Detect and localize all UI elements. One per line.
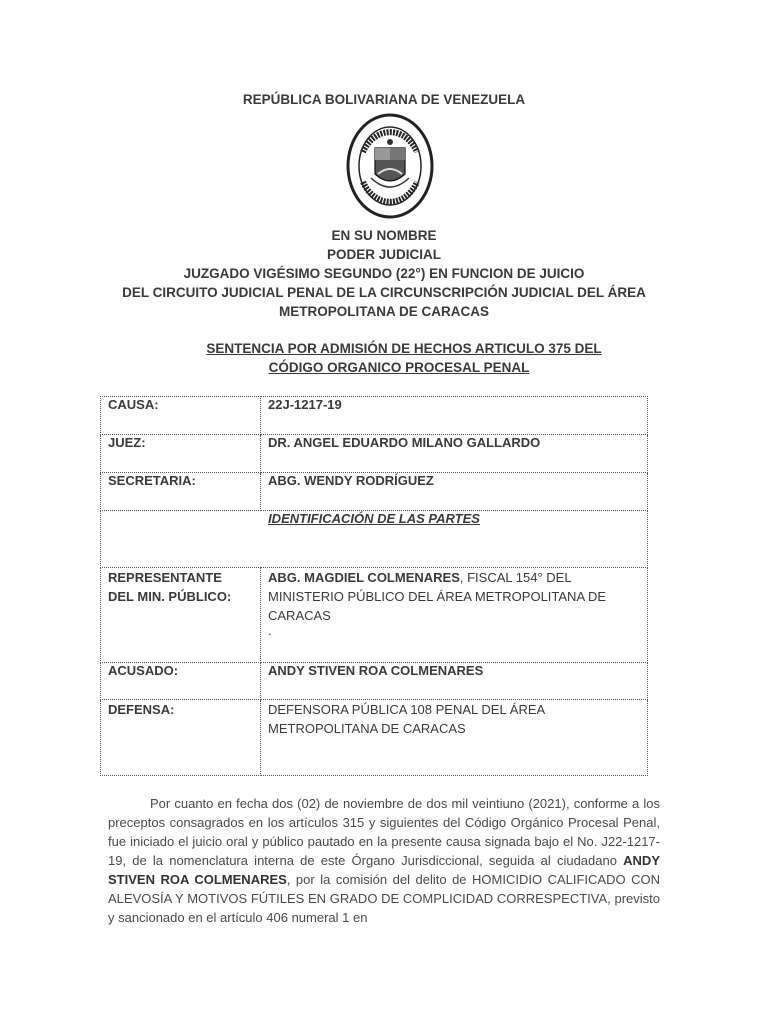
heading-line: EN SU NOMBRE (331, 228, 437, 243)
table-row (101, 473, 648, 511)
body-paragraph (108, 794, 660, 927)
representante-label-line: DEL MIN. PÚBLICO: (108, 589, 232, 604)
table-row (101, 511, 648, 568)
table-row (101, 663, 648, 700)
identification-title: IDENTIFICACIÓN DE LAS PARTES (101, 511, 648, 568)
causa-value: 22J-1217-19 (261, 397, 648, 435)
defendant-name: ANDY STIVEN ROA COLMENARES (108, 853, 660, 887)
sentence-title-line: SENTENCIA POR ADMISIÓN DE HECHOS ARTICULO 375 DEL (206, 341, 602, 356)
table-row (101, 397, 648, 435)
sentence-title-line: CÓDIGO ORGANICO PROCESAL PENAL (268, 360, 530, 375)
republic-heading: REPÚBLICA BOLIVARIANA DE VENEZUELA (242, 92, 526, 107)
parties-table (100, 396, 648, 776)
defensa-label: DEFENSA: (101, 700, 261, 776)
acusado-label: ACUSADO: (101, 663, 261, 700)
causa-label: CAUSA: (101, 397, 261, 435)
court-heading (0, 226, 768, 321)
trailing-dot: . (268, 623, 272, 638)
secretaria-label: SECRETARIA: (101, 473, 261, 511)
paragraph-text: , por la comisión del delito de HOMICIDIO CALIFICADO CON ALEVOSÍA Y MOTIVOS FÚTILES EN GRADO DE COMPLICIDAD CORRESPECTIVA, previsto y sancionado en el artículo 406 numeral 1 en (108, 872, 660, 925)
representante-label-line: REPRESENTANTE (108, 570, 222, 585)
heading-line: PODER JUDICIAL (326, 247, 441, 262)
representante-value (261, 568, 648, 663)
representante-label (101, 568, 261, 663)
secretaria-value: ABG. WENDY RODRÍGUEZ (261, 473, 648, 511)
juez-label: JUEZ: (101, 435, 261, 473)
juez-value: DR. ANGEL EDUARDO MILANO GALLARDO (261, 435, 648, 473)
defensa-text: DEFENSORA PÚBLICA 108 PENAL DEL ÁREA METROPOLITANA DE CARACAS (268, 702, 545, 736)
table-row (101, 435, 648, 473)
heading-line: DEL CIRCUITO JUDICIAL PENAL DE LA CIRCUNSCRIPCIÓN JUDICIAL DEL ÁREA (122, 285, 646, 300)
table-row (101, 700, 648, 776)
fiscal-name: ABG. MAGDIEL COLMENARES (268, 570, 460, 585)
defensa-value (261, 700, 648, 776)
acusado-value: ANDY STIVEN ROA COLMENARES (261, 663, 648, 700)
coat-of-arms-seal (345, 112, 435, 220)
paragraph-text: Por cuanto en fecha dos (02) de noviembre de dos mil veintiuno (2021), conforme a los preceptos consagrados en los artículos 315 y siguientes del Código Orgánico Procesal Penal, fue iniciado el juicio oral y público pautado en la presente causa signada bajo el No. J22-1217-19, de la nomenclatura interna de este Órgano Jurisdiccional, seguida al ciudadano (108, 796, 660, 868)
table-row (101, 568, 648, 663)
heading-line: JUZGADO VIGÉSIMO SEGUNDO (22°) EN FUNCION DE JUICIO (183, 266, 585, 281)
heading-line: METROPOLITANA DE CARACAS (279, 304, 489, 319)
sentence-title (0, 339, 768, 377)
fiscal-details: , FISCAL 154° DEL MINISTERIO PÚBLICO DEL ÁREA METROPOLITANA DE CARACAS (268, 570, 607, 623)
